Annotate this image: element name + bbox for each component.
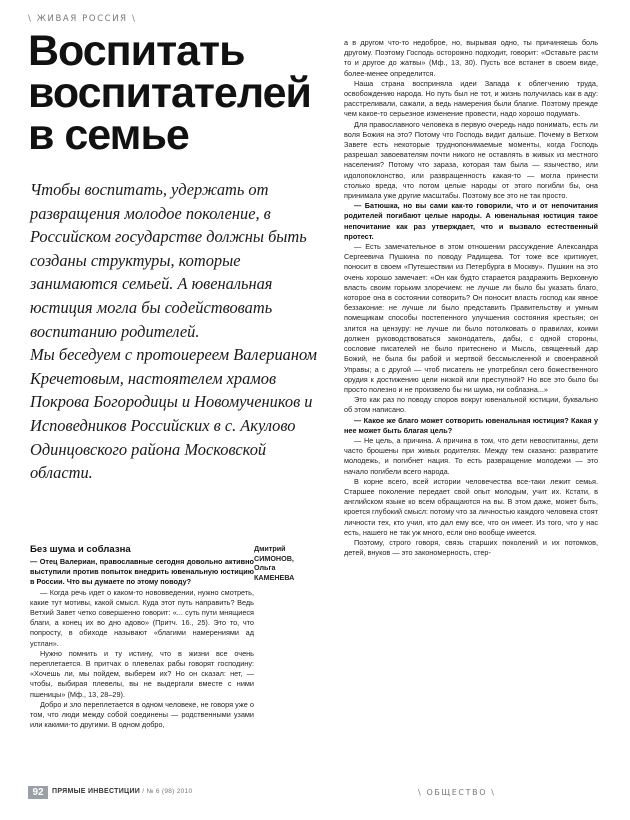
section-label: \ ОБЩЕСТВО \ (418, 788, 496, 797)
interview-question: — Какое же благо может сотворить ювенальная юстиция? Какая у нее может быть благая цель? (344, 415, 598, 435)
body-paragraph: — Есть замечательное в этом отношении рассуждение Александра Сергеевича Пушкина по поводу Радищева. Тот тоже все критикует, поносит в своем «Путешествии из Петербурга в Москву». Пушкин на это очень хорошо замечает: «Он как будто старается раздражить Верховную власть своим горьким злоречием: не лучше ли было бы указать благо, которое она в состоянии сотворить? Он поносит власть господ как явное беззаконие: не лучше ли было представить Правительству и умным помещикам способы постепенного улучшения состояния крестьян; он злится на цензуру: не лучше ли было потолковать о правилах, коими должен руководствоваться законодатель, дабы, с одной стороны, сословие писателей не было притеснено и Мысль, священный дар Божий, не была бы рабой и жертвой бессмысленной и своенравной Управы; а с другой — чтоб писатель не употреблял сего божественного орудия к достижению цели низкой или преступной? Но все это было бы просто полезно и не произвело бы ни шума, ни соблазна...» (344, 242, 598, 394)
right-text-column (344, 38, 598, 558)
headline-line: Воспитать (28, 27, 245, 75)
body-paragraph: В корне всего, всей истории человечества все-таки лежит семья. Старшее поколение передает свой опыт молодым, учит их. Кстати, в английском языке ко всем обращаются на вы. В этом даже, может быть, кроется глубокий смысл: потому что за личностью каждого человека стоят личности тех, кто учил, кто дал ему все, что он имеет. Из того, что у нас есть, нашего не так уж много, если оно вообще имеется. (344, 476, 598, 537)
page-number: 92 (28, 786, 48, 799)
body-paragraph: Для православного человека в первую очередь надо понимать, есть ли воля Божия на это? Потому что Господь видит дальше. Почему в Ветхом Завете есть некоторые труднопонимаемые моменты, когда Господь разрешал завоевателям почти никого не оставлять в живых из местного населения? Потому что зараза, которая там была — язычество, или идолопоклонство, или развращенность какая-то — могла принести столько вреда, что потом целые народы от этого погибли бы, она принимала уже другие масштабы. Поэтому все это не так просто. (344, 119, 598, 201)
body-paragraph: Это как раз по поводу споров вокруг ювенальной юстиции, буквально об этом написано. (344, 395, 598, 415)
lead-paragraph (30, 178, 330, 485)
left-text-column (30, 544, 254, 730)
interview-question: — Отец Валериан, православные сегодня довольно активно выступили против попыток внедрить ювенальную юстицию в России. Что вы думаете по этому поводу? (30, 557, 254, 587)
author-credits (254, 544, 338, 582)
lead-interview-intro: Мы беседуем с протоиереем Валерианом Кречетовым, настоятелем храмов Покрова Богородицы и Новомучеников и Исповедников Российских в с. Акулово Одинцовского района Московской области. (30, 345, 317, 483)
headline-line: воспитателей (28, 69, 311, 117)
body-paragraph: а в другом что-то недоброе, но, вырывая одно, ты причиняешь боль другому. Поэтому Господь осторожно подходит, говорит: «Оставьте расти то и другое до жатвы» (Мф., 13, 30). Пусть все встанет в своем виде, более-менее определится. (344, 38, 598, 78)
interview-question: — Батюшка, но вы сами как-то говорили, что и от непочитания родителей погибают целые народы. А ювенальная юстиция такое непочитание как раз утверждает, что и вызвало естественный протест. (344, 201, 598, 241)
headline (28, 27, 348, 159)
body-paragraph: Поэтому, строго говоря, связь старших поколений и их потомков, детей, внуков — это закономерность, стер- (344, 537, 598, 558)
lead-intro: Чтобы воспитать, удержать от развращения молодое поколение, в Российском государстве должны быть созданы структуры, которые занимаются семьей. А ювенальная юстиция могла бы содействовать воспитанию родителей. (30, 180, 307, 341)
magazine-title: ПРЯМЫЕ ИНВЕСТИЦИИ (52, 788, 141, 795)
author-last-name: КАМЕНЕВА (254, 572, 295, 582)
page-footer (0, 786, 630, 804)
body-paragraph: Наша страна восприняла идеи Запада к облегчению труда, освобождению народа. Но путь был не тот, и жизнь получилась как в аду: расстреливали, сажали, а ведь намерения были благие. Поэтому прежде чем какое-то серьезное изменение провести, надо хорошо подумать. (344, 78, 598, 119)
body-paragraph: — Когда речь идет о каком-то нововведении, нужно смотреть, какие тут мотивы, какой смысл. Куда этот путь направить? Ведь Ветхий Завет четко совершенно говорит: «... суть пути мнящиеся благи, а конец их во дно адово» (Притч. 16., 25). Это то, что попросту, в обиходе называют «благими намерениями ад устлан». (30, 587, 254, 648)
issue-number: / № 6 (98) 2010 (142, 788, 193, 795)
author-first-name: Дмитрий (254, 544, 286, 553)
author-last-name: СИМОНОВ, (254, 553, 294, 563)
rubric-label: \ ЖИВАЯ РОССИЯ \ (28, 14, 137, 24)
body-paragraph: — Не цель, а причина. А причина в том, что дети невоспитанны, дети часто брошены при живых родителях. Между тем сказано: развратите молодежь, и погибнет нация. То есть развращение молодежи — это начало погибели всего народа. (344, 435, 598, 476)
author-first-name: Ольга (254, 563, 276, 573)
body-paragraph: Нужно помнить и ту истину, что в жизни все очень переплетается. В притчах о плевелах рабы говорят господину: «Хочешь ли, мы пойдем, выберем их? Но он сказал: нет, — чтобы, выбирая плевелы, вы не выдергали вместе с ними пшеницы» (Мф., 13, 28–29). (30, 648, 254, 699)
magazine-issue (52, 788, 192, 795)
headline-line: в семье (28, 111, 189, 159)
body-paragraph: Добро и зло переплетается в одном человеке, не говоря уже о том, что люди между собой соединены — родственными узами или какими-то другими. В одном добро, (30, 699, 254, 730)
subheading: Без шума и соблазна (30, 544, 131, 555)
